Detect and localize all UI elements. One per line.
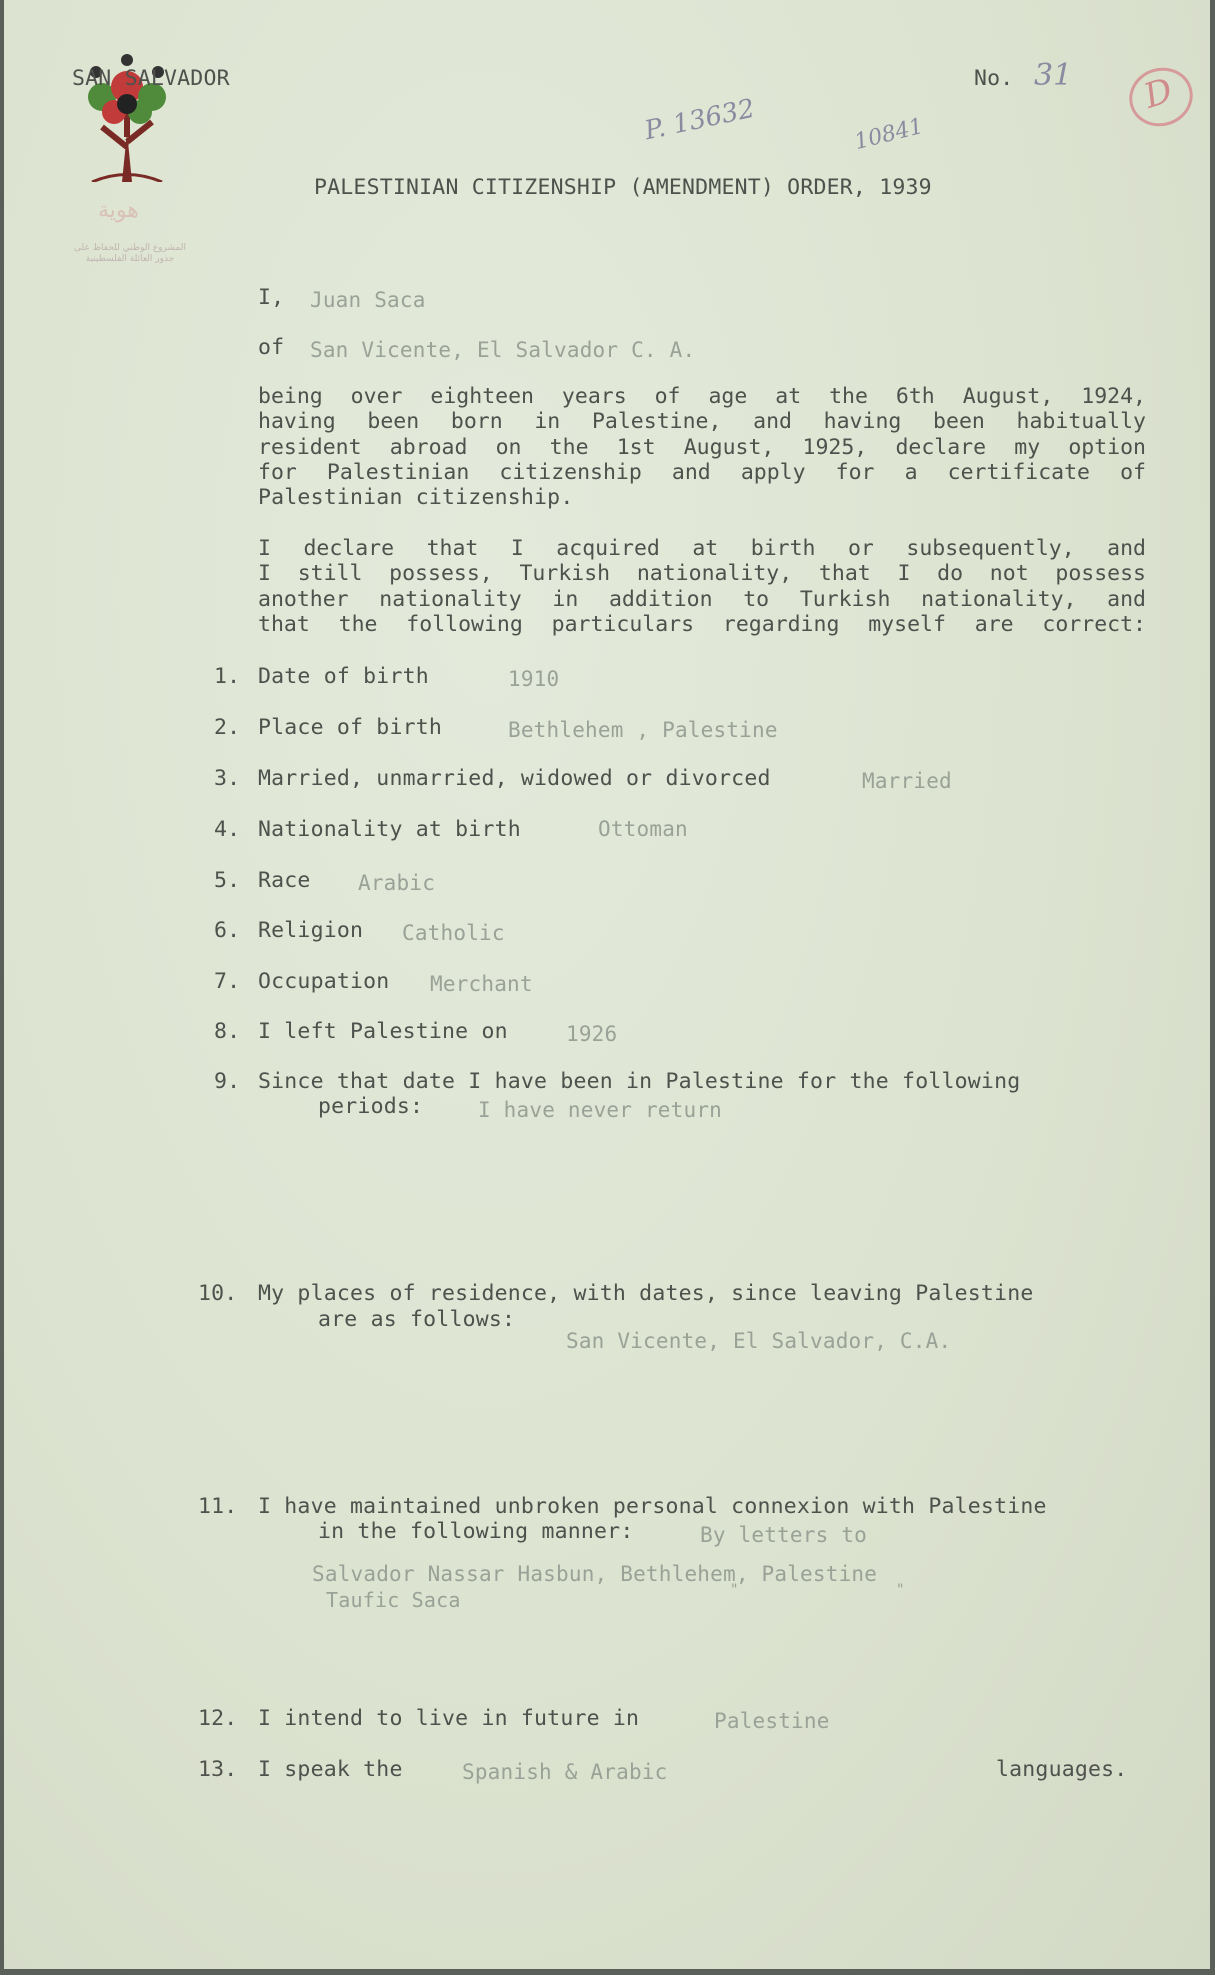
item-value: By letters to xyxy=(700,1523,867,1547)
of-label: of xyxy=(258,335,285,360)
item-number: 5. xyxy=(214,868,241,893)
item-value: Bethlehem , Palestine xyxy=(508,718,778,742)
watermark-name: هوية xyxy=(98,198,139,223)
item-value: Catholic xyxy=(402,921,505,945)
i-label: I, xyxy=(258,285,285,310)
item-number: 8. xyxy=(214,1019,241,1044)
item-label: Date of birth xyxy=(258,664,429,689)
circled-mark: D xyxy=(1122,60,1201,135)
item-value: Married xyxy=(862,769,952,793)
item-value: Merchant xyxy=(430,972,533,996)
item-number: 7. xyxy=(214,969,241,994)
item-value-continued: Taufic Saca xyxy=(326,1588,461,1612)
item-value: Ottoman xyxy=(598,817,688,841)
item-label: My places of residence, with dates, since leaving Palestine xyxy=(258,1281,1034,1306)
item-value: Arabic xyxy=(358,871,436,895)
declaration-paragraph-2: I declare that I acquired at birth or subsequently, and I still possess, Turkish nationality, that I do not possess another nationality in addition to Turkish nationality, and that the following particulars regarding myself are correct: xyxy=(258,536,1146,638)
item-number: 6. xyxy=(214,918,241,943)
item-label: I have maintained unbroken personal connexion with Palestine xyxy=(258,1494,1047,1519)
country-heading: SAN SALVADOR xyxy=(72,66,230,91)
item-number: 4. xyxy=(214,817,241,842)
item-value: I have never return xyxy=(478,1098,723,1122)
applicant-name: Juan Saca xyxy=(310,288,426,312)
item-number: 12. xyxy=(198,1706,238,1731)
item-number: 13. xyxy=(198,1757,238,1782)
item-label-continued: are as follows: xyxy=(318,1307,516,1332)
item-number: 1. xyxy=(214,664,241,689)
ditto-mark: " xyxy=(896,1582,905,1598)
item-value: 1910 xyxy=(508,667,560,691)
number-label: No. xyxy=(974,66,1014,91)
item-number: 9. xyxy=(214,1069,241,1094)
declaration-paragraph-1-last: Palestinian citizenship. xyxy=(258,485,574,510)
handwritten-reference: P. 13632 xyxy=(642,93,758,147)
applicant-address: San Vicente, El Salvador C. A. xyxy=(310,338,696,362)
item-value: Palestine xyxy=(714,1709,830,1733)
item-label: Nationality at birth xyxy=(258,817,521,842)
item-number: 11. xyxy=(198,1494,238,1519)
item-label-continued: in the following manner: xyxy=(318,1519,634,1544)
item-number: 2. xyxy=(214,715,241,740)
item-suffix: languages. xyxy=(996,1757,1128,1782)
declaration-paragraph-1: being over eighteen years of age at the 6th August, 1924, having been born in Palestine, and having been habitually resident abroad on the 1st August, 1925, declare my option for Palestinian citizenship and apply for a certificate of xyxy=(258,384,1146,486)
item-value: Spanish & Arabic xyxy=(462,1760,668,1784)
watermark-caption: المشروع الوطني للحفاظ على جذور العائلة الفلسطينية xyxy=(73,243,186,264)
handwritten-reference-2: 10841 xyxy=(852,113,926,156)
item-number: 10. xyxy=(198,1281,238,1306)
item-label: I speak the xyxy=(258,1757,403,1782)
document-title: PALESTINIAN CITIZENSHIP (AMENDMENT) ORDER, 1939 xyxy=(314,175,932,200)
item-label: Since that date I have been in Palestine for the following xyxy=(258,1069,1021,1094)
item-label: Occupation xyxy=(258,969,390,994)
item-label-continued: periods: xyxy=(318,1094,424,1119)
item-label: I intend to live in future in xyxy=(258,1706,640,1731)
item-label: Religion xyxy=(258,918,364,943)
item-label: Race xyxy=(258,868,311,893)
item-value-continued: Salvador Nassar Hasbun, Bethlehem, Palestine xyxy=(312,1562,878,1586)
item-value: San Vicente, El Salvador, C.A. xyxy=(566,1329,952,1353)
item-number: 3. xyxy=(214,766,241,791)
item-label: Married, unmarried, widowed or divorced xyxy=(258,766,771,791)
item-label: Place of birth xyxy=(258,715,443,740)
ditto-mark: " xyxy=(730,1582,739,1598)
item-value: 1926 xyxy=(566,1022,618,1046)
item-label: I left Palestine on xyxy=(258,1019,508,1044)
handwritten-number: 31 xyxy=(1034,58,1073,93)
document-page xyxy=(4,0,1210,1969)
